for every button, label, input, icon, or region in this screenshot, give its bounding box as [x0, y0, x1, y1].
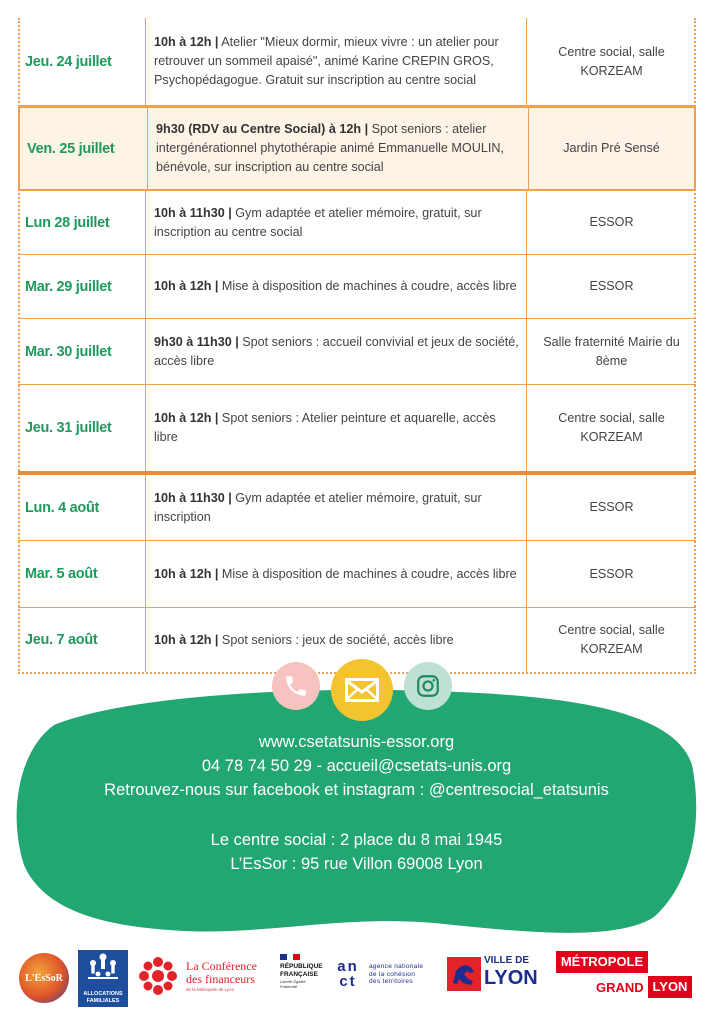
- table-row: [18, 385, 696, 475]
- contact-info: [14, 730, 699, 876]
- table-row: [18, 541, 696, 608]
- event-time: 10h à 12h |: [154, 632, 219, 647]
- event-description: [145, 385, 527, 471]
- envelope-icon: [345, 678, 379, 702]
- table-row: [18, 475, 696, 541]
- ville-de-lyon-logo: [447, 955, 537, 995]
- caf-logo-text: ALLOCATIONS FAMILIALES: [83, 991, 123, 1004]
- event-location: Centre social, salle KORZEAM: [558, 44, 665, 78]
- event-date: Jeu. 31 juillet: [25, 420, 112, 436]
- event-description: [145, 319, 527, 384]
- event-text: Spot seniors : accueil convivial et jeux de société, accès libre: [154, 334, 519, 368]
- conference-flower-icon: [138, 956, 178, 996]
- event-date: Mar. 29 juillet: [25, 278, 112, 295]
- instagram-button[interactable]: [404, 662, 452, 710]
- event-time: 10h à 12h |: [154, 35, 219, 49]
- essor-logo-text: L'EsSoR: [25, 972, 63, 984]
- event-date: Mar. 30 juillet: [25, 343, 112, 360]
- event-date: Mar. 5 août: [25, 566, 98, 582]
- caf-logo: [78, 950, 128, 1007]
- ville-de-lyon-text: VILLE DE LYON: [484, 955, 538, 989]
- event-text: Spot seniors : atelier intergénérationnel phytothérapie animé Emmanuelle MOULIN, bénévole, sur inscription au centre social: [156, 122, 504, 174]
- table-row: [18, 319, 696, 385]
- event-location: Salle fraternité Mairie du 8ème: [543, 334, 680, 368]
- table-row: [18, 106, 696, 191]
- event-text: Mise à disposition de machines à coudre, accès libre: [218, 279, 517, 293]
- event-time: 9h30 (RDV au Centre Social) à 12h |: [156, 122, 369, 136]
- event-text: Gym adaptée et atelier mémoire, gratuit, sur inscription au centre social: [154, 205, 482, 239]
- event-description: [145, 255, 527, 318]
- event-description: [145, 191, 527, 254]
- phone-icon: [283, 673, 309, 699]
- social-handle: Retrouvez-nous sur facebook et instagram : @centresocial_etatsunis: [104, 781, 609, 799]
- event-text: Atelier "Mieux dormir, mieux vivre : un atelier pour retrouver un sommeil apaisé", animé Karine CREPIN GROS, Psychopédagogue. Gratuit sur inscription au centre social: [154, 35, 499, 87]
- event-description: [147, 108, 529, 189]
- event-location: ESSOR: [589, 566, 634, 581]
- event-text: Spot seniors : Atelier peinture et aquarelle, accès libre: [154, 411, 496, 444]
- event-date: Lun. 4 août: [25, 499, 100, 516]
- table-row: [18, 191, 696, 255]
- event-text: Mise à disposition de machines à coudre, accès libre: [218, 566, 517, 581]
- event-location: Centre social, salle KORZEAM: [558, 623, 665, 656]
- event-time: 10h à 12h |: [154, 566, 219, 581]
- event-date: Jeu. 7 août: [25, 632, 98, 648]
- event-time: 10h à 12h |: [154, 279, 219, 293]
- anct-logo-text: agence nationale de la cohésion des territoires: [369, 963, 424, 985]
- event-location: ESSOR: [589, 279, 634, 293]
- partner-logos: [0, 945, 724, 1024]
- republique-francaise-logo: RÉPUBLIQUE FRANÇAISE Liberté Égalité Fraternité: [280, 954, 326, 989]
- event-time: 10h à 11h30 |: [154, 490, 232, 505]
- event-location: Centre social, salle KORZEAM: [558, 411, 665, 444]
- event-time: 9h30 à 11h30 |: [154, 334, 239, 349]
- website-link[interactable]: www.csetatsunis-essor.org: [258, 733, 455, 751]
- event-description: [145, 18, 527, 105]
- email-button[interactable]: [331, 659, 393, 721]
- conference-logo-text: La Conférence des financeurs de la Métropole de Lyon: [186, 959, 257, 992]
- event-location: ESSOR: [589, 215, 634, 229]
- address-essor: L’EsSor : 95 rue Villon 69008 Lyon: [230, 855, 483, 873]
- table-row: [18, 18, 696, 106]
- event-date: Ven. 25 juillet: [27, 140, 115, 157]
- anct-mark: an ct: [337, 958, 359, 990]
- phone-button[interactable]: [272, 662, 320, 710]
- table-row: [18, 255, 696, 319]
- event-location: Jardin Pré Sensé: [563, 141, 660, 155]
- event-description: [145, 608, 527, 672]
- caf-figures-icon: [78, 950, 128, 986]
- event-date: Jeu. 24 juillet: [25, 53, 112, 70]
- event-date: Lun 28 juillet: [25, 214, 110, 231]
- event-text: Spot seniors : jeux de société, accès libre: [218, 632, 454, 647]
- phone-email: 04 78 74 50 29 - accueil@csetats-unis.org: [201, 757, 512, 775]
- instagram-icon: [415, 673, 441, 699]
- address-centre-social: Le centre social : 2 place du 8 mai 1945: [210, 831, 503, 849]
- event-text: Gym adaptée et atelier mémoire, gratuit, sur inscription: [154, 490, 482, 524]
- metropole-logo: MÉTROPOLE GRAND LYON: [556, 951, 692, 1001]
- event-location: ESSOR: [589, 500, 634, 514]
- event-time: 10h à 12h |: [154, 411, 219, 425]
- event-description: [145, 541, 527, 607]
- event-description: [145, 475, 527, 540]
- essor-logo: [19, 953, 69, 1003]
- lion-icon: [447, 957, 481, 991]
- anct-logo: [333, 955, 363, 993]
- event-time: 10h à 11h30 |: [154, 205, 232, 220]
